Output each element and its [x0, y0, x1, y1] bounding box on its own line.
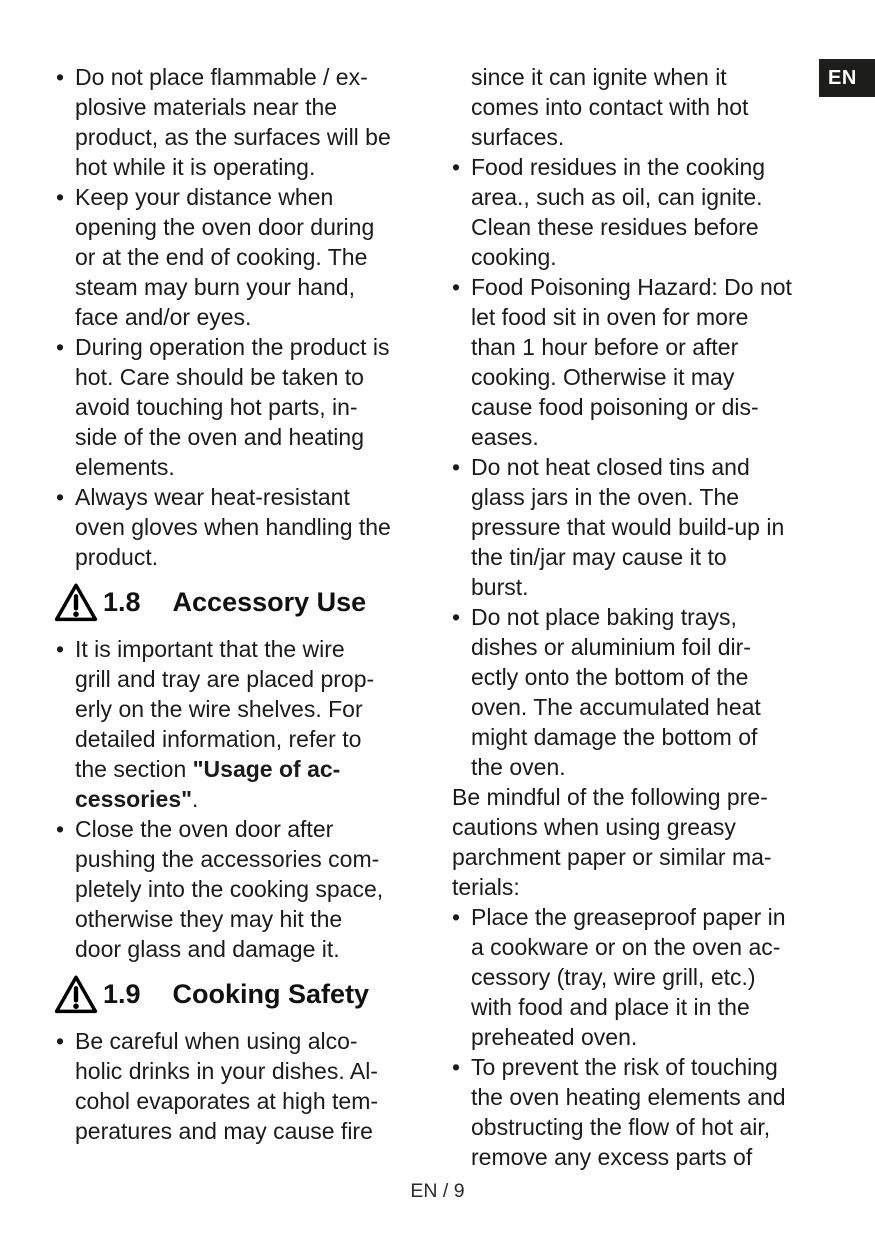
bullet-item	[56, 182, 438, 332]
bullet-text: Be careful when using alco- holic drinks in your dishes. Al- cohol evaporates at high tem- peratures and may cause fire	[75, 1028, 379, 1144]
bullet-item	[452, 452, 834, 602]
bullet-item	[452, 152, 834, 272]
right-column	[452, 62, 834, 1172]
continuation-text	[452, 62, 834, 152]
bullet-marker: •	[452, 454, 461, 480]
bold-text: cessories"	[75, 786, 193, 812]
bullet-marker: •	[56, 184, 65, 210]
bullet-item	[452, 1052, 834, 1172]
bullet-item	[452, 272, 834, 452]
section-heading	[54, 972, 438, 1016]
bullet-marker: •	[56, 636, 65, 662]
bullet-item	[56, 332, 438, 482]
section-number: 1.8	[103, 587, 141, 617]
bullet-item	[452, 902, 834, 1052]
bullet-marker: •	[56, 1028, 65, 1054]
bullet-text: Place the greaseproof paper in a cookware or on the oven ac- cessory (tray, wire grill, etc.) with food and place it in the preheated oven.	[471, 904, 786, 1050]
bullet-text: To prevent the risk of touching the oven heating elements and obstructing the flow of hot air, remove any excess parts of	[471, 1054, 786, 1170]
bullet-item	[56, 482, 438, 572]
bullet-item	[56, 634, 438, 814]
bullet-text: Always wear heat-resistant oven gloves when handling the product.	[75, 484, 391, 570]
bullet-text: since it can ignite when it comes into contact with hot surfaces.	[471, 64, 749, 150]
bullet-item	[56, 62, 438, 182]
bullet-item	[56, 1026, 438, 1146]
bullet-text: Close the oven door after pushing the accessories com- pletely into the cooking space, otherwise they may hit the door glass and damage it.	[75, 816, 384, 962]
bullet-item	[56, 814, 438, 964]
bullet-item	[452, 602, 834, 782]
bullet-marker: •	[452, 154, 461, 180]
bullet-text: Food Poisoning Hazard: Do not let food sit in oven for more than 1 hour before or after cooking. Otherwise it may cause food poisoning or dis- eases.	[471, 274, 792, 450]
bullet-text: Do not place flammable / ex- plosive materials near the product, as the surfaces will be hot while it is operating.	[75, 64, 391, 180]
bullet-text: During operation the product is hot. Care should be taken to avoid touching hot parts, in- side of the oven and heating elements.	[75, 334, 390, 480]
page-number: EN / 9	[410, 1180, 465, 1202]
bullet-marker: •	[56, 816, 65, 842]
warning-triangle-icon	[54, 582, 98, 623]
bullet-text: Do not place baking trays, dishes or aluminium foil dir- ectly onto the bottom of the oven. The accumulated heat might damage the bottom of the oven.	[471, 604, 761, 780]
paragraph-text: Be mindful of the following pre- cautions when using greasy parchment paper or similar ma- terials:	[452, 784, 772, 900]
section-title: Accessory Use	[172, 587, 367, 617]
page-number-footer	[0, 1180, 875, 1203]
bullet-text: Food residues in the cooking area., such as oil, can ignite. Clean these residues before cooking.	[471, 154, 766, 270]
text-columns	[56, 62, 834, 1172]
bullet-marker: •	[452, 1054, 461, 1080]
left-column	[56, 62, 438, 1172]
bullet-marker: •	[56, 64, 65, 90]
bullet-text: It is important that the wire grill and tray are placed prop- erly on the wire shelves. For detailed information, refer to the section "Usage of ac- cessories".	[75, 636, 375, 812]
bullet-text: Keep your distance when opening the oven door during or at the end of cooking. The steam may burn your hand, face and/or eyes.	[75, 184, 375, 330]
section-title: Cooking Safety	[172, 979, 370, 1009]
bullet-text: Do not heat closed tins and glass jars in the oven. The pressure that would build-up in the tin/jar may cause it to burst.	[471, 454, 785, 600]
bullet-marker: •	[452, 604, 461, 630]
warning-triangle-icon	[54, 974, 98, 1015]
text-segment: the section	[75, 756, 193, 782]
text-segment: .	[192, 786, 199, 812]
bullet-marker: •	[56, 484, 65, 510]
section-number: 1.9	[103, 979, 141, 1009]
bullet-marker: •	[452, 904, 461, 930]
bold-text: "Usage of ac-	[192, 756, 341, 782]
section-heading	[54, 580, 438, 624]
bullet-marker: •	[452, 274, 461, 300]
language-tab-label: EN	[828, 66, 857, 89]
bullet-marker: •	[56, 334, 65, 360]
